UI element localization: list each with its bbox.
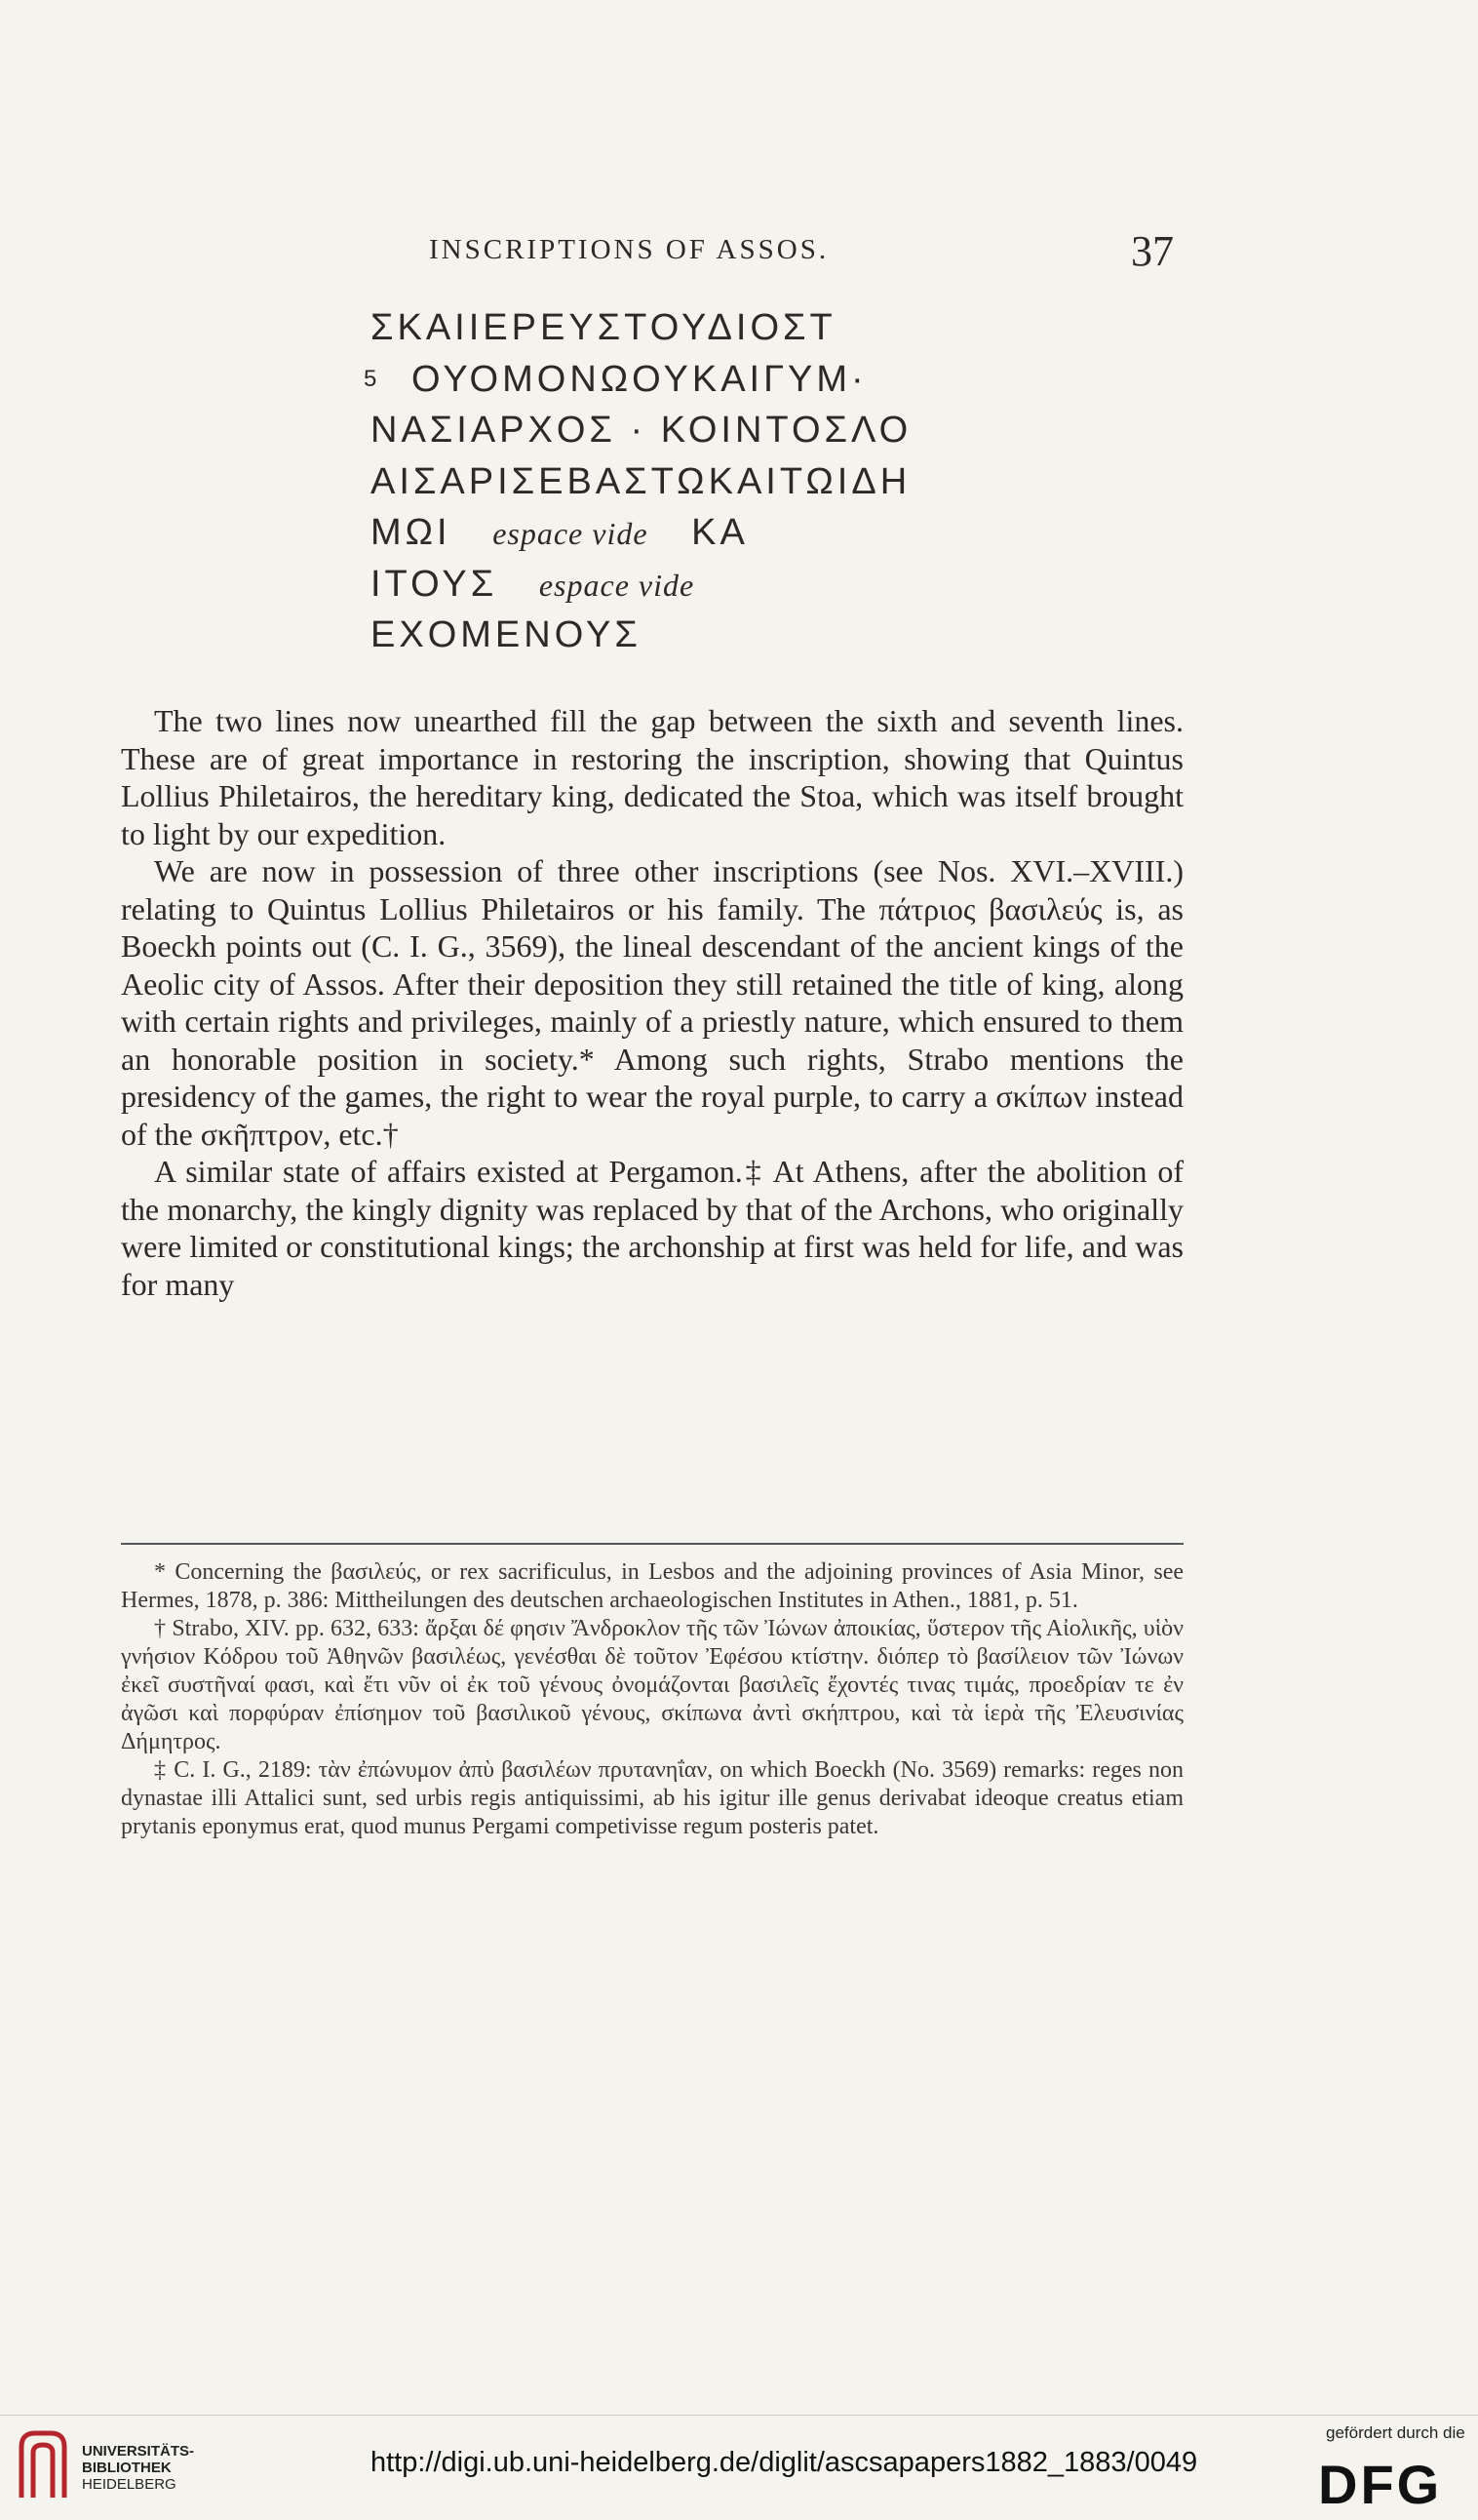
greek-inscription [364, 302, 1248, 661]
page-number: 37 [1131, 227, 1174, 275]
inscription-line: ΝΑΣΙΑΡΧΟΣ · ΚΟΙΝΤΟΣΛΟ [370, 410, 913, 451]
footnote: * Concerning the βασιλεύς, or rex sacrificulus, in Lesbos and the adjoining provinces of Asia Minor, see Hermes, 1878, p. 386: Mittheilungen des deutschen archaeologischen Institutes in Athen., 1881, p. 51. [121, 1559, 1184, 1613]
library-name: UNIVERSITÄTS- BIBLIOTHEK HEIDELBERG [82, 2443, 195, 2493]
funder-label: gefördert durch die [1326, 2423, 1465, 2442]
footnotes [121, 1558, 1184, 1841]
inscription-line: 5 ΟΥΟΜΟΝΩΟΥΚΑΙΓΥΜ· [370, 354, 1248, 406]
running-title: INSCRIPTIONS OF ASSOS. [429, 234, 830, 265]
body-text [121, 702, 1184, 1303]
paragraph: The two lines now unearthed fill the gap between the sixth and seventh lines. These are of great importance in restoring the inscription, showing that Quintus Lollius Philetairos, the hereditary king, dedicated the Stoa, which was itself brought to light by our expedition. [121, 703, 1184, 851]
inscription-line: ΣΚΑΙΙΕΡΕΥΣΤΟΥΔΙΟΣΤ [370, 307, 836, 348]
inscription-line: ΕΧΟΜΕΝΟΥΣ [370, 614, 642, 655]
line-number: 5 [364, 365, 377, 392]
paragraph: We are now in possession of three other inscriptions (see Nos. XVI.–XVIII.) relating to Quintus Lollius Philetairos or his family. The πάτριος βασιλεύς is, as Boeckh points out (C. I. G., 3569), the lineal descendant of the ancient kings of the Aeolic city of Assos. After their deposition they still retained the title of king, along with certain rights and privileges, mainly of a priestly nature, which ensured to them an honorable position in society.* Among such rights, Strabo mentions the presidency of the games, the right to wear the royal purple, to carry a σκίπων instead of the σκῆπτρον, etc.† [121, 853, 1184, 1152]
inscription-line: ΜΩΙ espace vide ΚΑ [370, 512, 749, 553]
digitization-footer [0, 2415, 1478, 2520]
gap-note: espace vide [492, 516, 648, 551]
inscription-line: ΙΤΟΥΣ espace vide [370, 563, 695, 605]
page-header [0, 226, 1478, 285]
dfg-logo: DFG [1318, 2454, 1443, 2515]
heidelberg-library-logo-icon [16, 2429, 70, 2500]
gap-note: espace vide [538, 567, 695, 603]
footnote: † Strabo, XIV. pp. 632, 633: ἄρξαι δέ φησιν Ἄνδροκλον τῆς τῶν Ἰώνων ἀποικίας, ὕστερον τῆς Αἰολικῆς, υἱὸν γνήσιον Κόδρου τοῦ Ἀθηνῶν βασιλέως, γενέσθαι δὲ τοῦτον Ἐφέσου κτίστην. διόπερ τὸ βασίλειον τῶν Ἰώνων ἐκεῖ συστῆναί φασι, καὶ ἔτι νῦν οἱ ἐκ τοῦ γένους ὀνομάζονται βασιλεῖς ἔχοντές τινας τιμάς, προεδρίαν τε ἐν ἀγῶσι καὶ πορφύραν ἐπίσημον τοῦ βασιλικοῦ γένους, σκίπωνα ἀντὶ σκήπτρου, καὶ τὰ ἱερὰ τῆς Ἐλευσινίας Δήμητρος. [121, 1616, 1184, 1754]
footnote-divider [121, 1543, 1184, 1545]
source-url-link[interactable]: http://digi.ub.uni-heidelberg.de/diglit/ascsapapers1882_1883/0049 [370, 2447, 1198, 2478]
footnote: ‡ C. I. G., 2189: τὰν ἐπώνυμον ἀπὺ βασιλέων πρυτανηΐαν, on which Boeckh (No. 3569) remarks: reges non dynastae illi Attalici sunt, sed urbis regis antiquissimi, ab his igitur ille genus derivabat ideoque creatus etiam prytanis eponymus erat, quod munus Pergami competivisse regum posteris patet. [121, 1757, 1184, 1839]
inscription-line: ΑΙΣΑΡΙΣΕΒΑΣΤΩΚΑΙΤΩΙΔΗ [370, 460, 912, 502]
paragraph: A similar state of affairs existed at Pergamon.‡ At Athens, after the abolition of the monarchy, the kingly dignity was replaced by that of the Archons, who originally were limited or constitutional kings; the archonship at first was held for life, and was for many [121, 1154, 1184, 1302]
